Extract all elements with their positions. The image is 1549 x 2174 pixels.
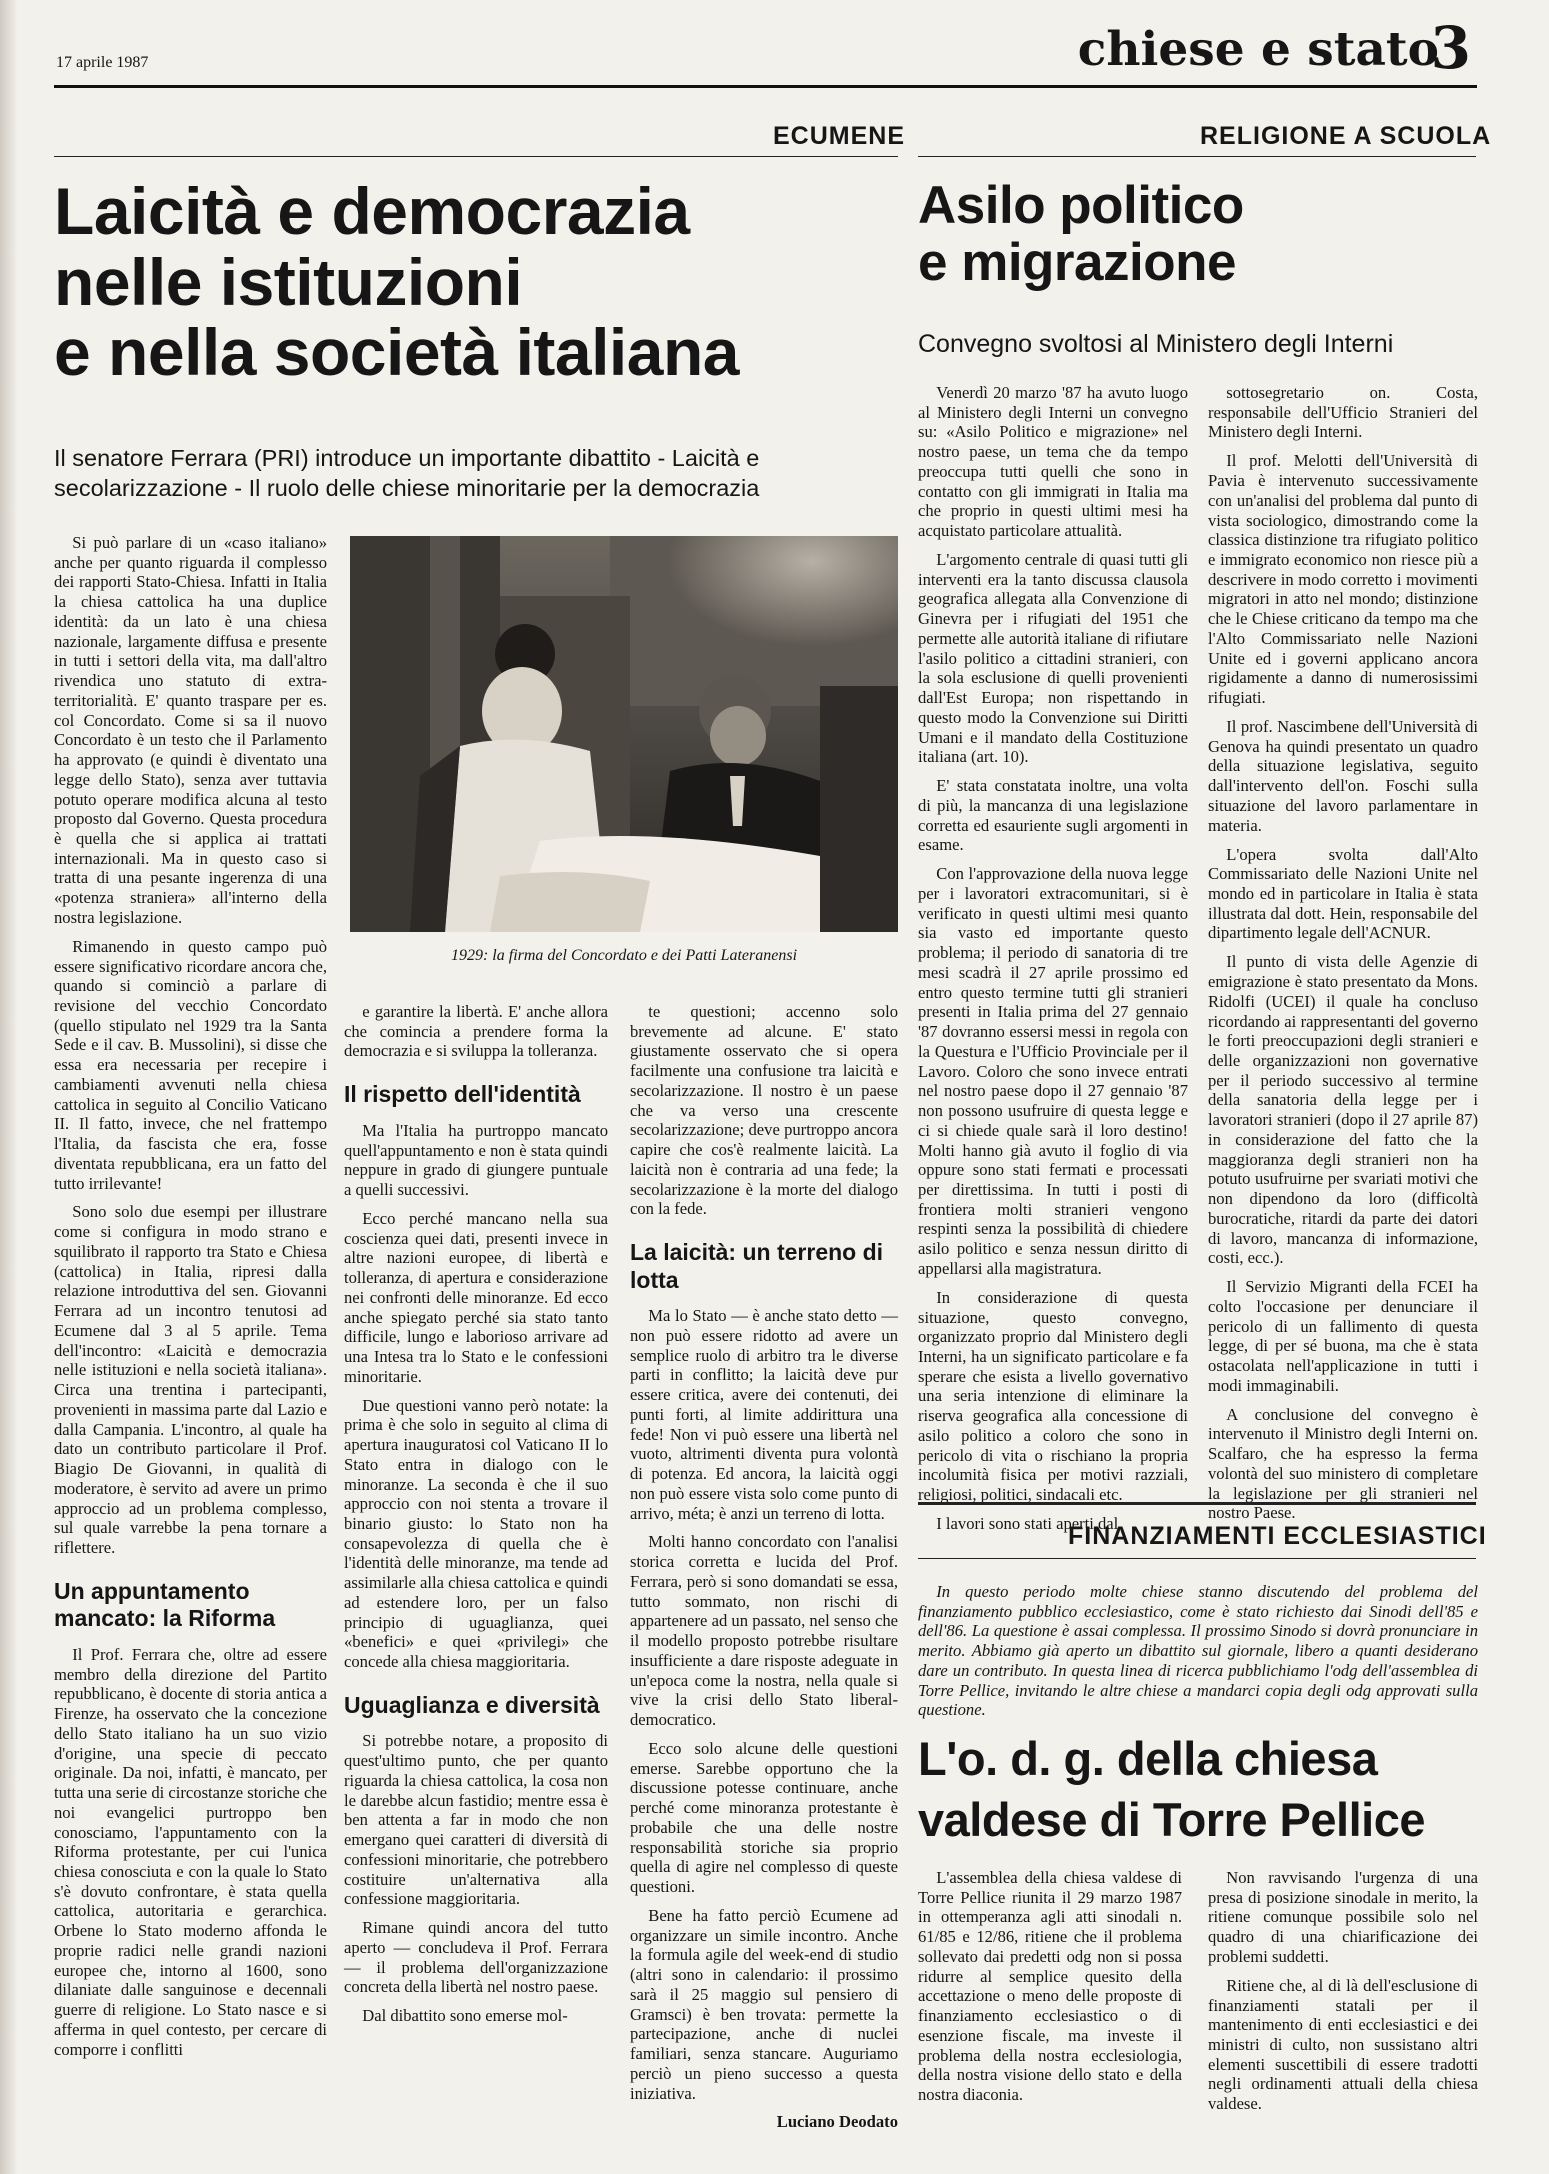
headline-line: L'o. d. g. della chiesa: [918, 1732, 1378, 1785]
page-number: 3: [1430, 14, 1471, 82]
article-paragraph: e garantire la libertà. E' anche allora che comincia a prendere forma la democrazia e si sviluppa la tolleranza.: [344, 1002, 608, 1061]
article-paragraph: Non ravvisando l'urgenza di una presa di posizione sinodale in merito, la ritiene comunque possibile solo nel quadro di una chiarificazione dei problemi suddetti.: [1208, 1868, 1478, 1966]
article-paragraph: In considerazione di questa situazione, questo convegno, organizzato proprio dal Ministero degli Interni, ha un significato particolare e fa sperare che esista a livello governativo una seria intenzione di eliminare la riserva geografica alla concessione di asilo politico a coloro che sono in pericolo di vita o rischiano la propria incolumità fisica per motivi razziali, religiosi, politici, sindacali etc.: [918, 1287, 1188, 1505]
left-article-column-1: [54, 533, 327, 2059]
article-paragraph: Il punto di vista delle Agenzie di emigrazione è stato presentato da Mons. Ridolfi (UCEI) il quale ha concluso ricordando ai rappresentanti del governo le forti preoccupazioni degli stranieri e delle organizzazioni non governative per il periodo successivo al termine della sanatoria della legge per i lavoratori stranieri (dopo il 27 aprile 87) in considerazione del fatto che la maggioranza degli stranieri non ha potuto usufruirne per svariati motivi che non dipendono da loro (difficoltà burocratiche, ritardi da parte dei datori di lavoro, mancanza di informazione, costi, ecc.).: [1208, 952, 1478, 1268]
article-paragraph: Ecco solo alcune delle questioni emerse. Sarebbe opportuno che la discussione potesse continuare, anche perché come minoranza protestante è probabile che una delle nostre responsabilità storiche sia proprio quella di agire nel complesso di queste questioni.: [630, 1738, 898, 1897]
section-label-finanziamenti: FINANZIAMENTI ECCLESIASTICI: [1068, 1522, 1487, 1550]
right-article-column-2: [1208, 383, 1478, 1523]
article-paragraph: E' stata constatata inoltre, una volta di più, la mancanza di una legislazione corretta ed esauriente sugli argomenti in esame.: [918, 776, 1188, 855]
bottom-article-column-2: [1208, 1868, 1478, 2114]
headline-line: e nella società italiana: [54, 315, 739, 390]
article-paragraph: A conclusione del convegno è intervenuto il Ministro degli Interni on. Scalfaro, che ha espresso la ferma volontà del suo ministero di completare la legislazione per gli stranieri nel nostro Paese.: [1208, 1404, 1478, 1523]
article-subheading: La laicità: un terreno di lotta: [630, 1239, 884, 1293]
article-paragraph: Il prof. Nascimbene dell'Università di Genova ha quindi presentato un quadro della situazione legislativa, seguito dall'intervento dell'on. Foschi sulla situazione del lavoro parlamentare in materia.: [1208, 717, 1478, 835]
article-paragraph: Due questioni vanno però notate: la prima è che solo in seguito al clima di apertura inauguratosi col Vaticano II lo Stato entra in dialogo con le minoranze. La seconda è che il suo approccio con noi stenta a trovare il binario giusto: lo Stato non ha consapevolezza di quella che è l'identità delle minoranze, ma tende ad assimilarle alla chiesa cattolica e quindi ad estendere loro, per un falso principio di uguaglianza, quei «benefici» e quei «privilegi» che concede alla chiesa maggioritaria.: [344, 1395, 609, 1672]
article-paragraph: I lavori sono stati aperti dal: [936, 1514, 1119, 1534]
concordato-photo: [350, 536, 898, 932]
headline-line: nelle istituzioni: [54, 244, 523, 319]
article-paragraph: sottosegretario on. Costa, responsabile dell'Ufficio Stranieri del Ministero degli Interni.: [1208, 383, 1478, 442]
article-paragraph: Molti hanno concordato con l'analisi storica corretta e lucida del Prof. Ferrara, però si sono domandati se essa, tutto sommato, non rischi di appartenere ad un passato, nel senso che il modello proposto potrebbe risultare insufficiente a dare risposte adeguate in un'epoca come la nostra, nella quale si vive la crisi dello Stato liberal-democratico.: [630, 1532, 898, 1730]
headline-line: valdese di Torre Pellice: [918, 1793, 1425, 1847]
left-section-rule: [54, 156, 898, 157]
bottom-article-column-1: [918, 1868, 1182, 2105]
article-paragraph: Sono solo due esempi per illustrare come si configura in modo strano e squilibrato il rapporto tra Stato e Chiesa (cattolica) in Italia, ripresi dalla relazione introduttiva del sen. Giovanni Ferrara ad un incontro tenutosi ad Ecumene dal 3 al 5 aprile. Tema dell'incontro: «Laicità e democrazia nelle istituzioni e nella società italiana». Circa una trentina i partecipanti, provenienti in massima parte dal Lazio e dalla Campania. L'incontro, al quale ha dato un contributo particolare il Prof. Biagio De Giovanni, in qualità di moderatore, è servito ad avere un primo approccio ad un problema complesso, sul quale varrebbe la pena tornare a riflettere.: [54, 1202, 327, 1557]
article-paragraph: Con l'approvazione della nuova legge per i lavoratori extracomunitari, si è verificato in questi ultimi mesi quanto sia vasto ed importante questo problema; il periodo di sanatoria di tre mesi scadrà il 27 aprile prossimo ed entro questo termine tutti gli stranieri presenti in Italia prima del 27 gennaio '87 dovranno essersi messi in regola con la Questura e l'Ufficio Provinciale per il Lavoro. Coloro che sono invece entrati nel nostro paese dopo il 27 gennaio '87 non possono usufruire di questa legge e ci si chiede quale sarà il loro destino! Molti hanno già avuto il foglio di via oppure sono stati fermati e processati per direttissima. In tutti i posti di frontiera molti stranieri vengono respinti senza la possibilità di chiedere asilo politico e senza nessun diritto di appellarsi alla magistratura.: [918, 864, 1188, 1278]
article-paragraph: Si potrebbe notare, a proposito di quest'ultimo punto, che per quanto riguarda la chiesa cattolica, la cosa non le darebbe alcun fastidio; mentre essa è ben attenta a far in modo che non emergano quei caratteri di diversità di confessioni minoritarie, che potrebbero costituire un'alternativa alla confessione maggioritaria.: [344, 1731, 608, 1909]
finanziamenti-sub-rule: [918, 1558, 1476, 1559]
article-paragraph: Venerdì 20 marzo '87 ha avuto luogo al Ministero degli Interni un convegno su: «Asilo Politico e migrazione» nel nostro paese, un tema che da tempo preoccupa tutti quelli che sono in contatto con gli immigrati in Italia ma che proprio in questi ultimi mesi ha acquistato particolare attualità.: [918, 383, 1188, 541]
headline-line: e migrazione: [918, 232, 1236, 292]
page-edge-shadow: [0, 0, 18, 2174]
finanziamenti-intro: [918, 1582, 1478, 1720]
photo-caption: 1929: la firma del Concordato e dei Patti Lateranensi: [450, 947, 798, 964]
article-paragraph: Si può parlare di un «caso italiano» anche per quanto riguarda il complesso dei rapporti Stato-Chiesa. Infatti in Italia la chiesa cattolica ha una duplice identità: da un lato è una chiesa nazionale, largamente diffusa e presente in tutti i settori della vita, ma dall'altro rivendica uno statuto di extra-territorialità. E' quanto traspare per es. col Concordato. Come si sa il nuovo Concordato è un testo che il Parlamento ha approvato (e quindi è diventato una legge dello Stato), senza aver tuttavia potuto operare modifica alcuna al testo proposto dal Governo. Questa procedura è quella che si applica ai trattati internazionali. Ma in questo caso si tratta di una pesante ingerenza di una «potenza straniera» all'interno della nostra legislazione.: [54, 533, 327, 927]
article-subheading: Un appuntamento mancato: la Riforma: [54, 1577, 276, 1632]
masthead-rule: [54, 85, 1477, 88]
article-paragraph: Il Prof. Ferrara che, oltre ad essere membro della direzione del Partito repubblicano, è docente di storia antica a Firenze, ha osservato che la concezione dello Stato italiano ha un suo vizio d'origine, una specie di peccato originale. Da noi, infatti, è mancato, per tutta una serie di circostanze storiche che noi evangelici purtroppo ben conosciamo, l'appuntamento con la Riforma protestante, per cui l'unica chiesa conosciuta e con la quale lo Stato s'è dovuto confrontare, è stata quella cattolica, autoritaria e gerarchica. Orbene lo Stato moderno affonda le proprie radici nelle grandi nazioni europee che, intorno al 1600, sono dilaniate dalle sanguinose e decennali guerre di religione. Lo Stato nasce e si afferma in quel contesto, per cercare di comporre i conflitti: [54, 1644, 327, 2059]
intro-paragraph: In questo periodo molte chiese stanno discutendo del problema del finanziamento pubblico ecclesiastico, come è stato richiesto dai Sinodi dell'85 e dell'86. La questione è assai complessa. Il prossimo Sinodo si dovrà pronunciare in merito. Abbiamo già aperto un dibattito sul giornale, libero a quanti desiderano dare un contributo. In questa linea di ricerca pubblichiamo l'odg dell'assemblea di Torre Pellice, invitando le altre chiese a mandarci copia degli odg approvati sulla questione.: [918, 1582, 1478, 1720]
right-article-subhead: Convegno svoltosi al Ministero degli Interni: [918, 330, 1394, 358]
headline-line: Laicità e democrazia: [54, 174, 690, 248]
headline-line: Asilo politico: [918, 176, 1244, 235]
article-subheading: Il rispetto dell'identità: [344, 1081, 581, 1108]
left-article-column-2: [344, 1002, 608, 2026]
article-paragraph: Rimanendo in questo campo può essere significativo ricordare ancora che, quando si cominciò a parlare di revisione del vecchio Concordato (quello stipulato nel 1929 tra la Santa Sede e il cav. B. Mussolini), si disse che essa era necessaria per recepire i cambiamenti avvenuti nella chiesa cattolica in seguito al Concilio Vaticano II. Il fatto, invece, che nel frattempo l'Italia, da fascista che era, fosse diventata repubblicana, era un fatto del tutto irrilevante!: [54, 936, 327, 1193]
article-byline: Luciano Deodato: [776, 2112, 898, 2132]
article-paragraph: Ecco perché mancano nella sua coscienza quei dati, presenti invece in altre nazioni europee, di libertà e tolleranza, di apertura e considerazione nei confronti delle minoranze. Ed ecco anche spiegato perché sia stato tanto difficile, lungo e laborioso arrivare ad una Intesa tra lo Stato e le confessioni minoritarie.: [344, 1208, 608, 1386]
right-article-headline: [918, 178, 1244, 291]
right-section-rule: [918, 156, 1476, 157]
section-masthead-title: chiese e stato: [1077, 22, 1439, 77]
article-paragraph: Dal dibattito sono emerse mol-: [362, 2006, 568, 2026]
article-paragraph: Bene ha fatto perciò Ecumene ad organizzare un simile incontro. Anche la formula agile del week-end di studio (altri sono in calendario: il prossimo sarà il 25 maggio sul pensiero di Gramsci) è ben trovata: permette la partecipazione, anche di nuclei familiari, senza stancare. Auguriamo perciò un pieno successo a questa iniziativa.: [630, 1905, 898, 2103]
article-paragraph: Ma lo Stato — è anche stato detto — non può essere ridotto ad avere un semplice ruolo di arbitro tra le diverse parti in conflitto; la laicità deve pur essere critica, avere dei contenuti, dei punti forti, al limite addirittura una fede! Non vi può essere una libertà nel vuoto, altrimenti diventa pura volontà di potenza. Ed ancora, la laicità oggi non può essere vista solo come punto di arrivo, méta; è anzi un terreno di lotta.: [630, 1306, 898, 1523]
article-paragraph: Ritiene che, al di là dell'esclusione di finanziamenti statali per il mantenimento di enti ecclesiastici e dei ministri di culto, non sussistano altri elementi suscettibili di essere tradotti negli ordinamenti attuali della chiesa valdese.: [1208, 1975, 1478, 2114]
left-article-headline: [54, 176, 739, 388]
right-article-column-1: [918, 383, 1188, 1534]
section-label-religione-a-scuola: RELIGIONE A SCUOLA: [1200, 122, 1492, 150]
article-paragraph: te questioni; accenno solo brevemente ad alcune. E' stato giustamente osservato che si opera facilmente una confusione tra laicità e secolarizzazione. Il nostro è un paese che va verso una crescente secolarizzazione; deve purtroppo ancora capire che cos'è realmente laicità. La laicità non è contraria ad una fede; la secolarizzazione è la morte del dialogo con la fede.: [630, 1002, 898, 1219]
article-paragraph: L'assemblea della chiesa valdese di Torre Pellice riunita il 29 marzo 1987 in ottemperanza agli atti sinodali n. 61/85 e 12/86, ritiene che il problema sollevato dai predetti odg non si possa ridurre al semplice quesito della accettazione o meno delle proposte di finanziamento ecclesiastico o di esenzione fiscale, ma investe il problema della nostra ecclesiologia, della nostra visione dello stato e della nostra diaconia.: [918, 1868, 1182, 2105]
bottom-article-headline: [918, 1728, 1425, 1850]
article-paragraph: L'opera svolta dall'Alto Commissariato delle Nazioni Unite nel mondo ed in particolare in Italia è stata illustrata dal dott. Hein, responsabile del dipartimento legale dell'ACNUR.: [1208, 844, 1478, 943]
article-paragraph: Il Servizio Migranti della FCEI ha colto l'occasione per denunciare il pericolo di un fallimento di questa legge, di per sé buona, ma che è stata ostacolata nell'applicazione in tutti i modi immaginabili.: [1208, 1277, 1478, 1395]
photo-illustration: [350, 536, 898, 932]
finanziamenti-rule: [918, 1502, 1476, 1505]
article-paragraph: L'argomento centrale di quasi tutti gli interventi era la tanto discussa clausola geografica allegata alla Convenzione di Ginevra per i rifugiati del 1951 che permette alle autorità italiane di rifiutare l'asilo politico a cittadini stranieri, con la sola esclusione di quelli provenienti dall'Est Europa; non rispettando in questo modo la Convenzione sui Diritti Umani e il mandato della Costituzione italiana (art. 10).: [918, 550, 1188, 767]
left-article-subhead: Il senatore Ferrara (PRI) introduce un importante dibattito - Laicità e secolarizzazione - Il ruolo delle chiese minoritarie per la democrazia: [54, 445, 760, 501]
article-paragraph: Rimane quindi ancora del tutto aperto — concludeva il Prof. Ferrara — il problema dell'organizzazione concreta della libertà nel nostro paese.: [344, 1918, 608, 1997]
left-article-column-3: [630, 1002, 898, 2132]
issue-date: 17 aprile 1987: [56, 54, 149, 71]
article-subheading: Uguaglianza e diversità: [344, 1691, 600, 1718]
article-paragraph: Il prof. Melotti dell'Università di Pavia è intervenuto successivamente con un'analisi del problema dal punto di vista sociologico, dimostrando come la classica distinzione tra rifugiato politico e immigrato economico non riesce più a descrivere in modo corretto i movimenti migratori in atto nel mondo; distinzione che le Chiese criticano da tempo ma che l'Alto Commissariato nelle Nazioni Unite ed i governi applicano ancora rigidamente a danno di numerosissimi rifugiati.: [1208, 451, 1478, 708]
article-paragraph: Ma l'Italia ha purtroppo mancato quell'appuntamento e non è stata quindi neppure in grado di giungere puntuale a quelli successivi.: [344, 1120, 608, 1199]
section-label-ecumene: ECUMENE: [773, 122, 906, 150]
